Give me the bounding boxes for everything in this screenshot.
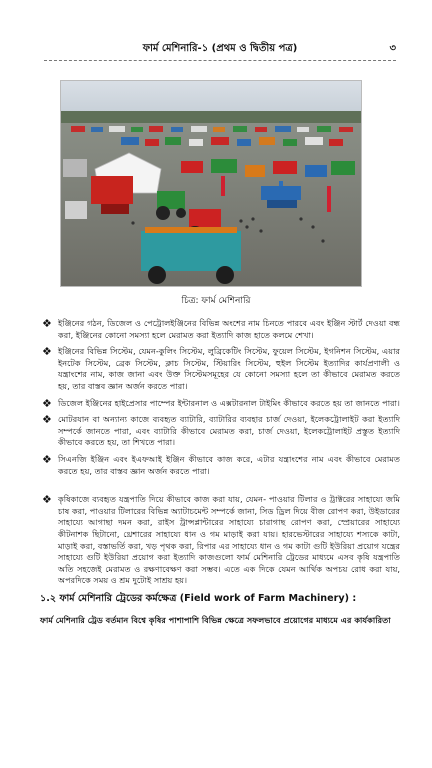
bullet-text: ডিজেল ইঞ্জিনের হাইপ্রেসার পাম্পের ইন্টারনাল ও এক্সটারনাল টাইমিং কীভাবে করতে হয় তা জানতে পারা।: [58, 397, 400, 408]
bullet-text: মোটরযান বা অন্যান্য কাজে ব্যবহৃত ব্যাটারি, ব্যাটারির ব্যবহার চার্জ দেওয়া, ইলেকট্রোলাইট করা ইত্যাদি সম্পর্কে জানতে পারা, এবং ব্যাটারি কীভাবে মেরামত করা, চার্জ দেওয়া, ইলেকট্রোলাইট প্রস্তুত ইত্যাদি কীভাবে করতে হয়, তা শিখতে পারা।: [58, 414, 400, 448]
figure-caption: চিত্র: ফার্ম মেশিনারি: [181, 296, 251, 306]
bullet-mark-icon: ❖: [42, 396, 52, 410]
bullet-item: [40, 318, 400, 341]
page-number: ৩: [389, 43, 396, 54]
bullet-mark-icon: ❖: [42, 413, 52, 427]
bullet-text: কৃষিকাজে ব্যবহৃত যন্ত্রপাতি দিয়ে কীভাবে কাজ করা যায়, যেমন- পাওয়ার টিলার ও ট্রাক্টরের সাহায্যে জমি চাষ করা, পাওয়ার টিলারের বিভিন্ন অ্যাটাচমেন্ট সম্পর্কে জানা, সিড ড্রিল দিয়ে বীজ রোপণ করা, উইডারের সাহায্যে আগাছা দমন করা, রাইস ট্রান্সপ্লান্টারের সাহায্যে চারাগাছ রোপণ করা, স্প্রেয়ারের সাহায্যে কীটনাশক ছিটানো, থ্রেশারের সাহায্যে ধান ও গম মাড়াই করা যায়। হারভেস্টারের সাহায্যে শস্যকে কাটা, মাড়াই করা, বস্তাভর্তি করা, খড় পৃথক করা, রিপার এর সাহায্যে ধান ও গম কাটা গুটি ইউরিয়া প্রয়োগ যন্ত্রের সাহায্যে গুটি ইউরিয়া প্রয়োগ করা ইত্যাদি কাজগুলো ফার্ম মেশিনারি ট্রেডের মাধ্যমে এসব কৃষি যন্ত্রপাতি অতি সহজেই মেরামত ও রক্ষণাবেক্ষণ করা সম্ভব। এতে এক দিকে যেমন আর্থিক অপচয় রোধ করা যায়, অপরদিকে সময় ও শ্রম দুটোই সাশ্রয় হয়।: [58, 494, 400, 586]
header-title: ফার্ম মেশিনারি-১ (প্রথম ও দ্বিতীয় পত্র): [142, 43, 298, 54]
farm-show-image: [61, 81, 361, 286]
section-heading: ১.২ ফার্ম মেশিনারি ট্রেডের কর্মক্ষেত্র (Field work of Farm Machinery) :: [40, 592, 357, 604]
farm-machinery-photo: [60, 80, 362, 287]
bullet-item: [40, 398, 400, 410]
bullet-mark-icon: ❖: [42, 493, 52, 507]
bullet-text: ইঞ্জিনের গঠন, ডিজেল ও পেট্রোলইঞ্জিনের বিভিন্ন অংশের নাম চিনতে পারবে এবং ইঞ্জিন স্টার্ট দেওয়া বন্ধ করা, ইঞ্জিনের কোনো সমস্যা হলে মেরামত করা ইত্যাদি কাজ হাতে কলমে শেখা।: [58, 318, 400, 340]
bullet-item: [40, 346, 400, 392]
bullet-text: ইঞ্জিনের বিভিন্ন সিস্টেম, যেমন-কুলিং সিস্টেম, লুব্রিকেটিং সিস্টেম, ফুয়েল সিস্টেম, ইগনিশন সিস্টেম, এয়ার ইনটেক সিস্টেম, ব্রেক সিস্টেম, ক্লাচ সিস্টেম, স্টিয়ারিং সিস্টেম, হুইল সিস্টেম ইত্যাদির কার্যপ্রণালী ও যন্ত্রাংশের নাম, কাজ জানা এবং উক্ত সিস্টেমসমূহের যে কোনো সমস্যা হলে তা কীভাবে মেরামত করতে হয়, তার বাস্তব জ্ঞান অর্জন করতে পারা।: [58, 346, 400, 391]
bullet-item: [40, 454, 400, 477]
bullet-mark-icon: ❖: [42, 317, 52, 330]
bullet-item: [40, 414, 400, 449]
bullet-mark-icon: ❖: [42, 452, 52, 466]
bullet-text: সিএনজি ইঞ্জিন এবং ইএফআই ইঞ্জিন কীভাবে কাজ করে, এটার যন্ত্রাংশের নাম এবং কীভাবে মেরামত করতে হয়, তার বাস্তব জ্ঞান অর্জন করতে পারা।: [58, 453, 400, 476]
page-header: [44, 38, 396, 61]
section-paragraph: ফার্ম মেশিনারি ট্রেড বর্তমান বিশ্বে কৃষির পাশাপাশি বিভিন্ন ক্ষেত্রে সফলভাবে প্রয়োগের মাধ্যমে এর কার্যকারিতা: [40, 614, 391, 625]
content-body: [40, 318, 400, 626]
bullet-item: [40, 494, 400, 587]
bullet-mark-icon: ❖: [42, 345, 52, 359]
